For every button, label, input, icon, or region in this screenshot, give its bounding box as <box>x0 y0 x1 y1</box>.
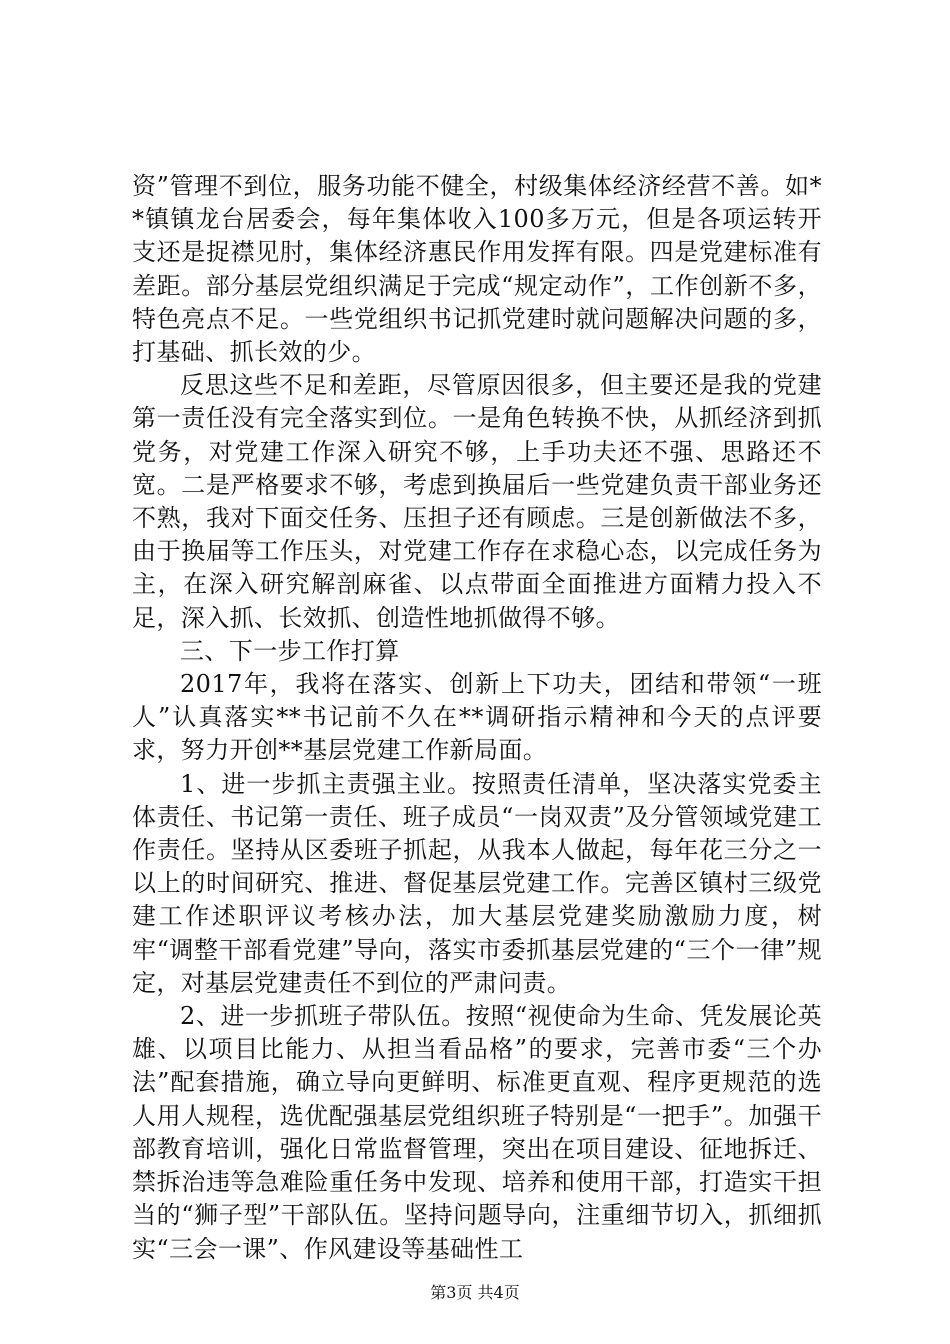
paragraph-item-1: 1、进一步抓主责强主业。按照责任清单，坚决落实党委主体责任、书记第一责任、班子成员“一岗双责”及分管领域党建工作责任。坚持从区委班子抓起，从我本人做起，每年花三分之一以上的时间研究、推进、督促基层党建工作。完善区镇村三级党建工作述职评议考核办法，加大基层党建奖励激励力度，树牢“调整干部看党建”导向，落实市委抓基层党建的“三个一律”规定，对基层党建责任不到位的严肃问责。 <box>132 769 822 997</box>
paragraph-continuation: 资”管理不到位，服务功能不健全，村级集体经济经营不善。如**镇镇龙台居委会，每年集体收入100多万元，但是各项运转开支还是捉襟见肘，集体经济惠民作用发挥有限。四是党建标准有差距。部分基层党组织满足于完成“规定动作”，工作创新不多，特色亮点不足。一些党组织书记抓党建时就问题解决问题的多，打基础、抓长效的少。 <box>132 172 822 367</box>
page-footer: 第3页 共4页 <box>430 1283 520 1302</box>
document-body <box>132 170 822 1266</box>
section-heading: 三、下一步工作打算 <box>180 636 400 665</box>
paragraph-item-2: 2、进一步抓班子带队伍。按照“视使命为生命、凭发展论英雄、以项目比能力、从担当看品格”的要求，完善市委“三个办法”配套措施，确立导向更鲜明、标准更直观、程序更规范的选人用人规程，选优配强基层党组织班子特别是“一把手”。加强干部教育培训，强化日常监督管理，突出在项目建设、征地拆迁、禁拆治违等急难险重任务中发现、培养和使用干部，打造实干担当的“狮子型”干部队伍。坚持问题导向，注重细节切入，抓细抓实“三会一课”、作风建设等基础性工 <box>132 1002 822 1263</box>
paragraph-reflection: 反思这些不足和差距，尽管原因很多，但主要还是我的党建第一责任没有完全落实到位。一是角色转换不快，从抓经济到抓党务，对党建工作深入研究不够，上手功夫还不强、思路还不宽。二是严格要求不够，考虑到换届后一些党建负责干部业务还不熟，我对下面交任务、压担子还有顾虑。三是创新做法不多，由于换届等工作压头，对党建工作存在求稳心态，以完成任务为主，在深入研究解剖麻雀、以点带面全面推进方面精力投入不足，深入抓、长效抓、创造性地抓做得不够。 <box>132 371 822 632</box>
paragraph-plan-intro: 2017年，我将在落实、创新上下功夫，团结和带领“一班人”认真落实**书记前不久在**调研指示精神和今天的点评要求，努力开创**基层党建工作新局面。 <box>132 670 822 765</box>
